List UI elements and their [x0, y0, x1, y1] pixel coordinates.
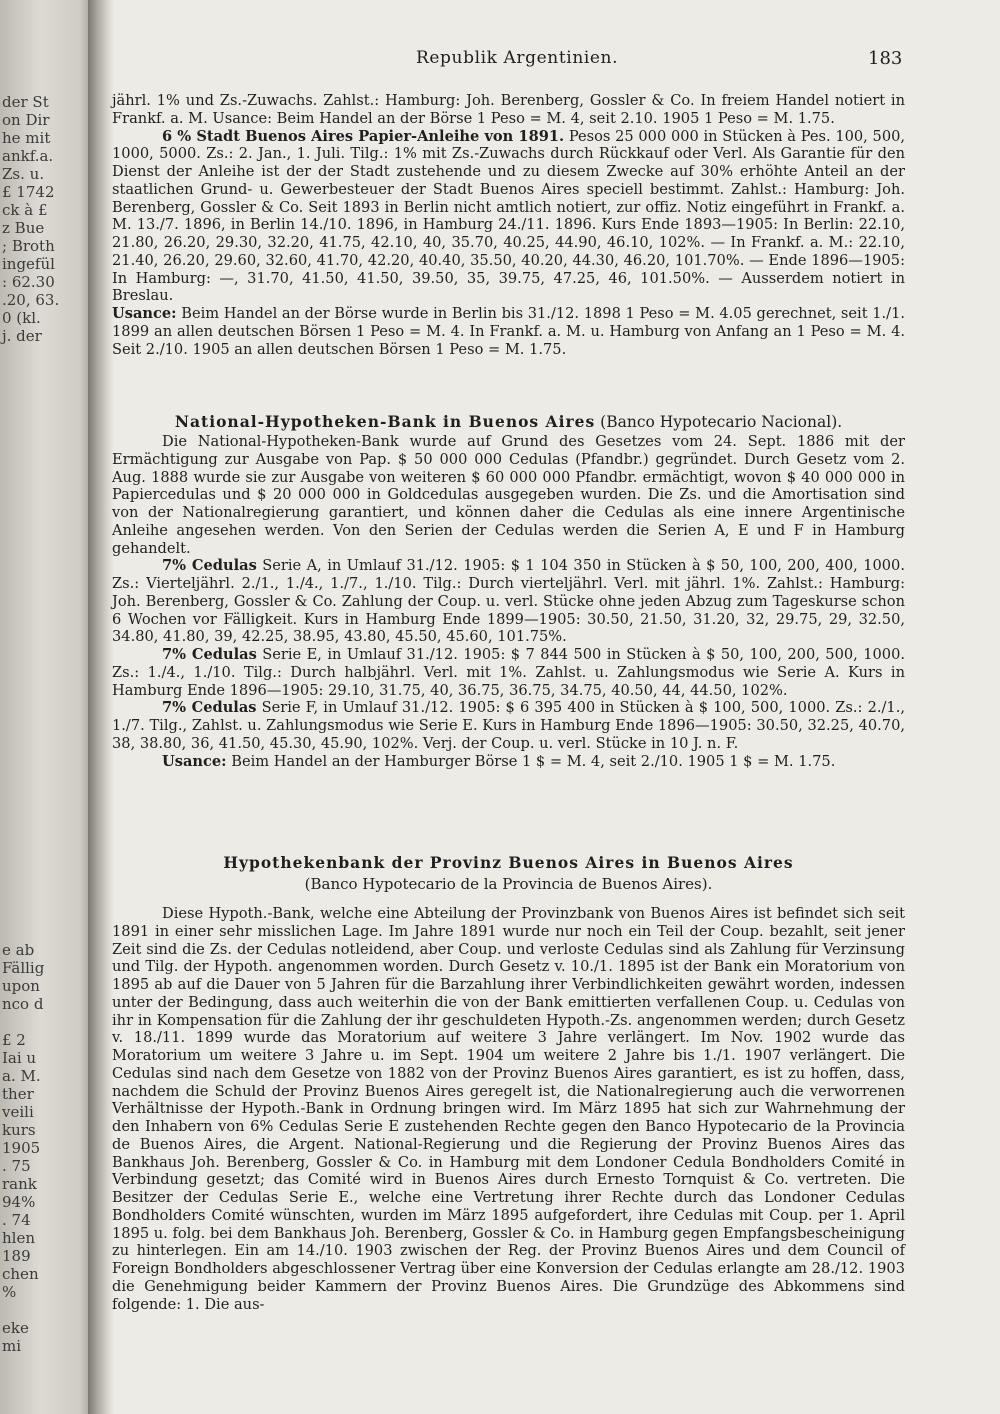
bank1-intro: Die National-Hypotheken-Bank wurde auf Grund des Gesetzes vom 24. Sept. 1886 mit der Ermächtigung zur Ausgabe von Pap. $ 50 000 000 Cedulas (Pfandbr.) gegründet. Durch Gesetz vom 2. Aug. 1888 wurde sie zur Ausgabe von weiteren $ 60 000 000 Pfandbr. ermächtigt, wovon $ 40 000 000 in Papiercedulas und $ 20 000 000 in Goldcedulas ausgegeben wurden. Die Zs. und die Amortisation sind von der Nationalregierung garantiert, und können daher die Cedulas als eine innere Argentinische Anleihe angesehen werden. Von den Serien der Cedulas werden die Serien A, E und F in Hamburg gehandelt. [112, 433, 905, 557]
adjacent-page-text: a. M. [2, 1067, 41, 1085]
serie-a-text: Serie A, in Umlauf 31./12. 1905: $ 1 104 350 in Stücken à $ 50, 100, 200, 400, 1000. Zs.: Vierteljährl. 2./1., 1./4., 1./7., 1./10. Tilg.: Durch vierteljährl. Verl. mit jährl. 1%. Zahlst.: Hamburg: Joh. Berenberg, Gossler & Co. Zahlung der Coup. u. verl. Stücke ohne jeden Abzug zum Tageskurse schon 6 Wochen vor Fälligkeit. Kurs in Hamburg Ende 1899—1905: 30.50, 21.50, 31.20, 32, 29.75, 29, 32.50, 34.80, 41.80, 39, 42.25, 38.95, 43.80, 45.50, 45.60, 101.75%. [112, 557, 905, 646]
adjacent-page-text: ; Broth [2, 237, 55, 255]
adjacent-page-text: der St [2, 93, 49, 111]
running-head: Republik Argentinien. [416, 48, 619, 68]
serie-e-entry [112, 646, 905, 699]
bank2-subtitle: (Banco Hypotecario de la Provincia de Buenos Aires). [304, 875, 713, 893]
adjacent-page-text: hlen [2, 1229, 35, 1247]
adjacent-page-text: £ 1742 [2, 183, 55, 201]
adjacent-page-text: nco d [2, 995, 44, 1013]
adjacent-page-text: j. der [2, 327, 42, 345]
serie-e-label: 7% Cedulas [162, 646, 257, 663]
adjacent-page-text: 0 (kl. [2, 309, 41, 327]
adjacent-page-text: : 62.30 [2, 273, 55, 291]
adjacent-page-text: . 74 [2, 1211, 31, 1229]
adjacent-page-text: upon [2, 977, 40, 995]
usance-label: Usance: [112, 305, 177, 322]
bank1-subtitle: (Banco Hypotecario Nacional). [600, 413, 843, 431]
adjacent-page-text: 1905 [2, 1139, 41, 1157]
adjacent-page-text: kurs [2, 1121, 36, 1139]
usance-paragraph [112, 305, 905, 358]
serie-a-label: 7% Cedulas [162, 557, 257, 575]
adjacent-page-text: Zs. u. [2, 165, 45, 183]
adjacent-page-text: ther [2, 1085, 34, 1103]
bank2-section [112, 905, 905, 1313]
serie-f-text: Serie F, in Umlauf 31./12. 1905: $ 6 395 400 in Stücken à $ 100, 500, 1000. Zs.: 2./1., 1./7. Tilg., Zahlst. u. Zahlungsmodus wie Serie E. Kurs in Hamburg Ende 1896—1905: 30.50, 32.25, 40.70, 38, 38.80, 36, 41.50, 45.30, 45.90, 102%. Verj. der Coup. u. verl. Stücke in 10 J. n. F. [112, 699, 905, 752]
adjacent-page-text: mi [2, 1337, 22, 1355]
usance2-text: Beim Handel an der Hamburger Börse 1 $ = M. 4, seit 2./10. 1905 1 $ = M. 1.75. [231, 752, 836, 770]
serie-e-text: Serie E, in Umlauf 31./12. 1905: $ 7 844 500 in Stücken à $ 50, 100, 200, 500, 1000. Zs.: 1./4., 1./10. Tilg.: Durch halbjährl. Verl. mit 1%. Zahlst. u. Zahlungsmodus wie Serie A. Kurs in Hamburg Ende 1896—1905: 29.10, 31.75, 40, 36.75, 36.75, 34.75, 40.50, 44, 44.50, 102%. [112, 646, 905, 699]
adjacent-page-text: 189 [2, 1247, 31, 1265]
adjacent-page-text: % [2, 1283, 17, 1301]
adjacent-page-text: chen [2, 1265, 39, 1283]
bank2-text: Diese Hypoth.-Bank, welche eine Abteilung der Provinzbank von Buenos Aires ist befindet sich seit 1891 in einer sehr misslichen Lage. Im Jahre 1891 wurde nur noch ein Teil der Coup. bezahlt, seit jener Zeit sind die Zs. der Cedulas notleidend, aber Coup. und verloste Cedulas sind als Zahlung für Verzinsung und Tilg. der Hypoth. angenommen worden. Durch Gesetz v. 10./1. 1895 ist der Bank ein Moratorium von 1895 ab auf die Dauer von 5 Jahren für die Barzahlung ihrer Verbindlichkeiten gewährt worden, indessen unter der Bedingung, dass auch weiterhin die von der Bank emittierten verfallenen Coup. u. Cedulas von ihr in Kompensation für die Zahlung der ihr geschuldeten Hypoth.-Zs. angenommen werden; durch Gesetz v. 18./11. 1899 wurde das Moratorium auf weitere 3 Jahre verlängert. Im Nov. 1902 wurde das Moratorium um weitere 3 Jahre u. im Sept. 1904 um weitere 2 Jahre bis 1./1. 1907 verlängert. Die Cedulas sind nach dem Gesetze von 1882 von der Provinz Buenos Aires garantiert, es ist zu hoffen, dass, nachdem die Schuld der Provinz Buenos Aires geregelt ist, die Nationalregierung auch die verworrenen Verhältnisse der Hypoth.-Bank in Ordnung bringen wird. Im März 1895 hat sich zur Wahrnehmung der den Inhabern von 6% Cedulas Serie E zustehenden Rechte gegen den Banco Hypotecario de la Provincia de Buenos Aires, die Argent. National-Regierung und die Regierung der Provinz Buenos Aires das Bankhaus Joh. Berenberg, Gossler & Co. in Hamburg mit dem Londoner Cedula Bondholders Comité in Verbindung gesetzt; das Comité wird in Buenos Aires durch Ernesto Tornquist & Co. vertreten. Die Besitzer der Cedulas Serie E., welche eine Vertretung ihrer Rechte durch das Londoner Cedulas Bondholders Comité wünschten, wurden im März 1895 aufgefordert, ihre Cedulas mit Coup. per 1. April 1895 u. folg. bei dem Bankhaus Joh. Berenberg, Gossler & Co. in Hamburg gegen Empfangsbescheinigung zu hinterlegen. Ein am 14./10. 1903 zwischen der Reg. der Provinz Buenos Aires und dem Council of Foreign Bondholders abgeschlossener Vertrag über eine Konversion der Cedulas erlangte am 28./12. 1903 die Genehmigung beider Kammern der Provinz Buenos Aires. Die Grundzüge des Abkommens sind folgende: 1. Die aus- [112, 905, 905, 1313]
bank1-section [112, 433, 905, 770]
adjacent-page-text: rank [2, 1175, 37, 1193]
continued-paragraph: jährl. 1% und Zs.-Zuwachs. Zahlst.: Hamburg: Joh. Berenberg, Gossler & Co. In freiem Handel notiert in Frankf. a. M. Usance: Beim Handel an der Börse 1 Peso = M. 4, seit 2.10. 1905 1 Peso = M. 1.75. [112, 92, 905, 127]
loan-title: 6 % Stadt Buenos Aires Papier-Anleihe von 1891. [162, 127, 565, 145]
adjacent-page-text: Fällig [2, 959, 45, 977]
adjacent-page-text: z Bue [2, 219, 45, 237]
serie-a-entry [112, 557, 905, 646]
adjacent-page-text: on Dir [2, 111, 50, 129]
page-number: 183 [868, 48, 903, 69]
usance2-paragraph [112, 753, 905, 771]
adjacent-page-text: eke [2, 1319, 29, 1337]
adjacent-page-text: ingefül [2, 255, 55, 273]
adjacent-page-text: he mit [2, 129, 51, 147]
book-gutter [88, 0, 114, 1414]
adjacent-page-text: ck à £ [2, 201, 48, 219]
adjacent-page-text: Iai u [2, 1049, 37, 1067]
bank2-heading-line [112, 853, 905, 872]
adjacent-page-text: veili [2, 1103, 34, 1121]
bank1-heading: National-Hypotheken-Bank in Buenos Aires [174, 412, 596, 431]
continued-entry [112, 92, 905, 358]
adjacent-page-text: ankf.a. [2, 147, 54, 165]
bank1-heading-line [112, 412, 905, 431]
adjacent-page-fragment [0, 0, 100, 1414]
usance-text: Beim Handel an der Börse wurde in Berlin bis 31./12. 1898 1 Peso = M. 4.05 gerechnet, seit 1./1. 1899 an allen deutschen Börsen 1 Peso = M. 4. In Frankf. a. M. u. Hamburg von Anfang an 1 Peso = M. 4. Seit 2./10. 1905 an allen deutschen Börsen 1 Peso = M. 1.75. [112, 305, 905, 358]
usance2-label: Usance: [162, 752, 227, 770]
adjacent-page-text: £ 2 [2, 1031, 26, 1049]
bank2-heading: Hypothekenbank der Provinz Buenos Aires in Buenos Aires [223, 853, 794, 872]
serie-f-label: 7% Cedulas [162, 699, 257, 717]
adjacent-page-text: .20, 63. [2, 291, 60, 309]
serie-f-entry [112, 699, 905, 752]
loan-entry [112, 128, 905, 306]
adjacent-page-text: e ab [2, 941, 35, 959]
adjacent-page-text: . 75 [2, 1157, 31, 1175]
adjacent-page-text: 94% [2, 1193, 36, 1211]
loan-text: Pesos 25 000 000 in Stücken à Pes. 100, 500, 1000, 5000. Zs.: 2. Jan., 1. Juli. Tilg.: 1% mit Zs.-Zuwachs durch Rückkauf oder Verl. Als Garantie für den Dienst der Anleihe ist der der Stadt zustehende und zu diesem Zwecke auf 30% erhöhte Anteil an der staatlichen Grund- u. Gewerbesteuer der Stadt Buenos Aires speciell bestimmt. Zahlst.: Hamburg: Joh. Berenberg, Gossler & Co. Seit 1893 in Berlin nicht amtlich notiert, zur offiz. Notiz eingeführt in Frankf. a. M. 13./7. 1896, in Berlin 14./10. 1896, in Hamburg 24./11. 1896. Kurs Ende 1893—1905: In Berlin: 22.10, 21.80, 26.20, 29.30, 32.20, 41.75, 42.10, 40, 35.70, 40.25, 44.90, 46.10, 102%. — In Frankf. a. M.: 22.10, 21.40, 26.20, 29.60, 32.60, 41.70, 42.20, 40.40, 35.50, 40.20, 44.30, 46.20, 101.70%. — Ende 1896—1905: In Hamburg: —, 31.70, 41.50, 41.50, 39.50, 35, 39.75, 47.25, 46, 101.50%. — Ausserdem notiert in Breslau. [112, 127, 906, 305]
